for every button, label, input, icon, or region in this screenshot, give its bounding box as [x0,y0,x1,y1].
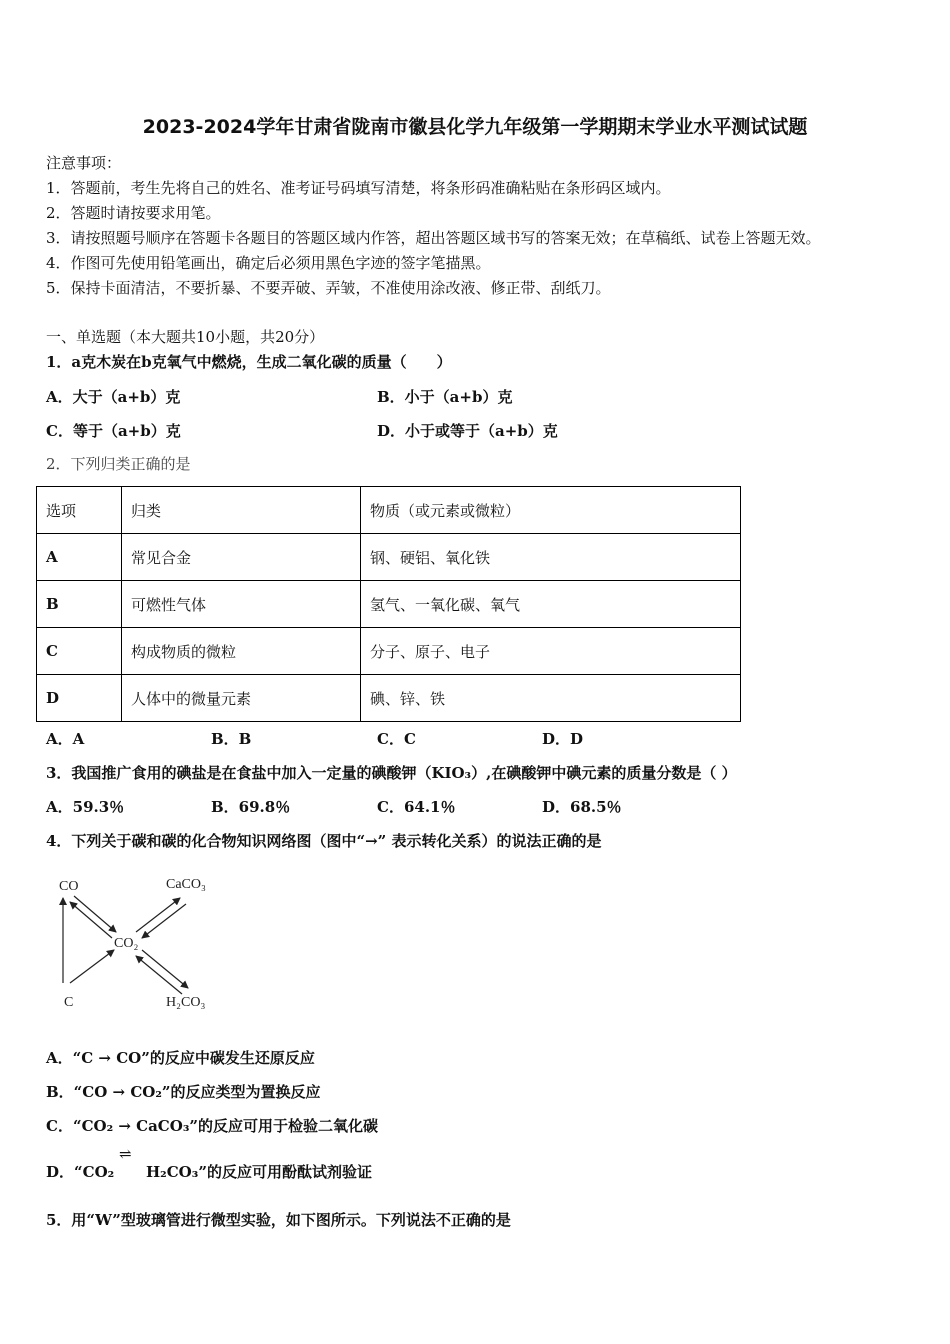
table-header-cell: 归类 [122,487,361,534]
equilibrium-arrow-icon: ⇌ [119,1145,132,1163]
q2-option-a: A．A [46,730,85,748]
q5-stem: 5．用“W”型玻璃管进行微型实验，如下图所示。下列说法不正确的是 [46,1211,511,1229]
notice-item-3: 3．请按照题号顺序在答题卡各题目的答题区域内作答，超出答题区域书写的答案无效；在草稿纸、试卷上答题无效。 [46,229,821,247]
notice-item-1: 1．答题前，考生先将自己的姓名、准考证号码填写清楚，将条形码准确粘贴在条形码区域内。 [46,179,671,197]
table-header-cell: 选项 [37,487,122,534]
arrow-caco3-to-co2 [142,904,186,938]
q3-option-b: B．69.8％ [211,798,291,816]
q4-option-b: B．“CO → CO₂”的反应类型为置换反应 [46,1083,321,1101]
table-cell: 构成物质的微粒 [122,628,361,675]
table-cell: 分子、原子、电子 [361,628,741,675]
notice-item-2: 2．答题时请按要求用笔。 [46,204,221,222]
q1-option-b: B．小于（a+b）克 [377,388,513,406]
table-row [37,628,741,675]
notice-item-5: 5．保持卡面清洁，不要折暴、不要弄破、弄皱，不准使用涂改液、修正带、刮纸刀。 [46,279,611,297]
table-cell: C [37,628,122,675]
q1-option-a: A．大于（a+b）克 [46,388,181,406]
arrow-co-to-co2 [74,896,116,932]
arrow-c-to-co2 [70,950,114,983]
q4-option-c: C．“CO₂ → CaCO₃”的反应可用于检验二氧化碳 [46,1117,379,1135]
q3-stem: 3．我国推广食用的碘盐是在食盐中加入一定量的碘酸钾（KIO₃）,在碘酸钾中碘元素的质量分数是（ ） [46,764,737,782]
diagram-label-caco3: CaCO₃ [166,877,206,892]
q1-stem: 1．a克木炭在b克氧气中燃烧，生成二氧化碳的质量（ ） [46,353,452,371]
q2-table [36,486,741,722]
page-title: 2023-2024学年甘肃省陇南市徽县化学九年级第一学期期末学业水平测试试题 [142,116,808,138]
arrow-h2co3-to-co2 [136,956,182,994]
q3-option-d: D．68.5％ [542,798,622,816]
q1-option-c: C．等于（a+b）克 [46,422,181,440]
q2-option-d: D．D [542,730,584,748]
table-cell: D [37,675,122,722]
table-header-row [37,487,741,534]
diagram-label-h2co3: H₂CO₃ [166,995,206,1010]
diagram-label-co: CO [59,879,79,894]
q4-stem: 4．下列关于碳和碳的化合物知识网络图（图中“→” 表示转化关系）的说法正确的是 [46,832,602,850]
table-row [37,534,741,581]
table-header-cell: 物质（或元素或微粒） [361,487,741,534]
q3-option-a: A．59.3％ [46,798,125,816]
arrow-co2-to-h2co3 [142,950,188,988]
table-cell: 氢气、一氧化碳、氧气 [361,581,741,628]
section-heading: 一、单选题（本大题共10小题，共20分） [46,328,325,346]
table-cell: A [37,534,122,581]
q4-option-a: A．“C → CO”的反应中碳发生还原反应 [46,1049,315,1067]
q4-option-d-prefix: D．“CO₂ [46,1163,115,1181]
diagram-label-co2: CO₂ [114,936,139,951]
q2-stem: 2．下列归类正确的是 [46,455,191,473]
arrow-co2-to-co [70,902,112,938]
arrow-co2-to-caco3 [136,898,180,932]
q2-option-b: B．B [211,730,252,748]
table-cell: 碘、锌、铁 [361,675,741,722]
carbon-network-diagram [50,868,230,1018]
table-cell: B [37,581,122,628]
table-row [37,581,741,628]
table-cell: 钢、硬铝、氧化铁 [361,534,741,581]
table-row [37,675,741,722]
table-cell: 人体中的微量元素 [122,675,361,722]
q2-option-c: C．C [377,730,416,748]
notice-item-4: 4．作图可先使用铅笔画出，确定后必须用黑色字迹的签字笔描黑。 [46,254,491,272]
diagram-label-c: C [64,995,74,1010]
notice-heading: 注意事项： [46,154,122,172]
table-cell: 常见合金 [122,534,361,581]
q4-option-d-suffix: H₂CO₃”的反应可用酚酞试剂验证 [146,1163,372,1181]
table-cell: 可燃性气体 [122,581,361,628]
q1-option-d: D．小于或等于（a+b）克 [377,422,558,440]
q3-option-c: C．64.1％ [377,798,456,816]
